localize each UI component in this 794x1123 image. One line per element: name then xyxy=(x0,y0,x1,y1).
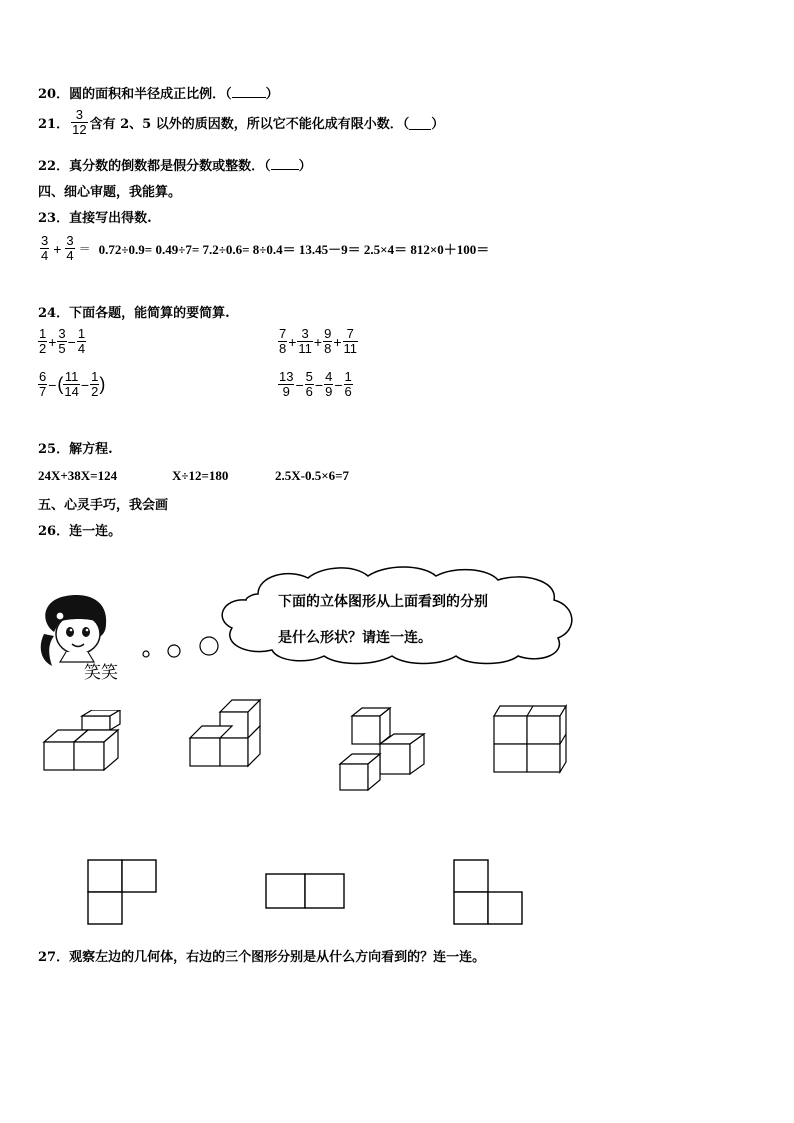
answer-blank[interactable] xyxy=(232,97,266,98)
solid-figure-1[interactable] xyxy=(40,710,130,774)
answer-blank[interactable] xyxy=(271,169,299,170)
fraction: $\frac{3}{4}$ xyxy=(66,233,74,263)
girl-name-label: 笑笑 xyxy=(84,663,118,683)
close-paren: ） xyxy=(431,117,445,132)
solid-figure-3[interactable] xyxy=(338,704,430,792)
girl-illustration xyxy=(36,592,146,684)
question-number: 23． xyxy=(38,211,70,226)
close-paren: ） xyxy=(298,159,312,174)
close-paren: ） xyxy=(265,87,279,102)
question-text: 圆的面积和半径成正比例．（ xyxy=(69,87,232,102)
equation-3: 2.5X-0.5×6=7 xyxy=(275,468,350,483)
question-25 xyxy=(38,438,113,457)
equation-1: 24X+38X=124 xyxy=(38,468,118,483)
question-21 xyxy=(38,108,444,137)
question-text: 连一连。 xyxy=(69,524,122,539)
speech-cloud xyxy=(218,564,582,666)
question-number: 26． xyxy=(38,524,70,539)
fraction: $\frac{3}{12}$ xyxy=(72,107,87,137)
question-24 xyxy=(38,302,230,321)
answer-blank[interactable] xyxy=(409,115,431,130)
top-view-shape-2[interactable] xyxy=(264,872,348,912)
question-26 xyxy=(38,520,121,539)
q24-expression-2: $\frac{6}{7}$ − ( $\frac{11}{14}$ − $\frac{1}{2}$ ) xyxy=(39,369,106,399)
q24-expression-3: $\frac{7}{8}$ + $\frac{3}{11}$ + $\frac{9}{8}$ + $\frac{7}{11}$ xyxy=(279,326,358,356)
question-number: 27． xyxy=(38,950,70,965)
plus-sign: + xyxy=(53,240,62,257)
question-27 xyxy=(38,946,485,965)
question-text: 解方程. xyxy=(69,442,113,457)
question-22 xyxy=(38,155,312,174)
solid-figure-4[interactable] xyxy=(490,704,572,776)
fraction: $\frac{3}{4}$ xyxy=(41,233,49,263)
question-number: 25． xyxy=(38,442,70,457)
question-number: 24． xyxy=(38,306,70,321)
question-number: 22． xyxy=(38,159,70,174)
question-23 xyxy=(38,207,152,226)
thought-bubbles xyxy=(138,632,224,662)
question-text: 直接写出得数. xyxy=(69,211,152,226)
q24-expression-4: $\frac{13}{9}$ − $\frac{5}{6}$ − $\frac{4}{9}$ − $\frac{1}{6}$ xyxy=(279,369,352,399)
question-text: 下面各题，能简算的要简算. xyxy=(69,306,230,321)
cloud-text-line-1: 下面的立体图形从上面看到的分别 xyxy=(278,594,488,610)
top-view-shape-1[interactable] xyxy=(86,858,160,928)
cloud-text-line-2: 是什么形状？请连一连。 xyxy=(278,630,432,646)
equals-sign: ＝ xyxy=(78,242,91,256)
question-text: 含有 2、5 以外的质因数，所以它不能化成有限小数．（ xyxy=(89,117,410,132)
q23-calculations xyxy=(40,234,489,263)
section-5-heading: 五、心灵手巧，我会画 xyxy=(38,498,169,513)
question-number: 20． xyxy=(38,87,70,102)
question-text: 观察左边的几何体，右边的三个图形分别是从什么方向看到的？连一连。 xyxy=(69,950,486,965)
q24-expression-1: $\frac{1}{2}$ + $\frac{3}{5}$ − $\frac{1}{4}$ xyxy=(39,326,86,356)
question-number: 21． xyxy=(38,117,70,132)
solid-figure-2[interactable] xyxy=(186,694,266,770)
question-text: 真分数的倒数都是假分数或整数．（ xyxy=(69,159,271,174)
question-20 xyxy=(38,83,279,102)
top-view-shape-3[interactable] xyxy=(452,858,526,928)
section-4-heading: 四、细心审题，我能算。 xyxy=(38,185,182,200)
calc-list: 0.72÷0.9= 0.49÷7= 7.2÷0.6= 8÷0.4＝ 13.45－9＝ 2.5×4＝ 812×0＋100＝ xyxy=(98,242,490,257)
equation-2: X÷12=180 xyxy=(172,468,229,483)
